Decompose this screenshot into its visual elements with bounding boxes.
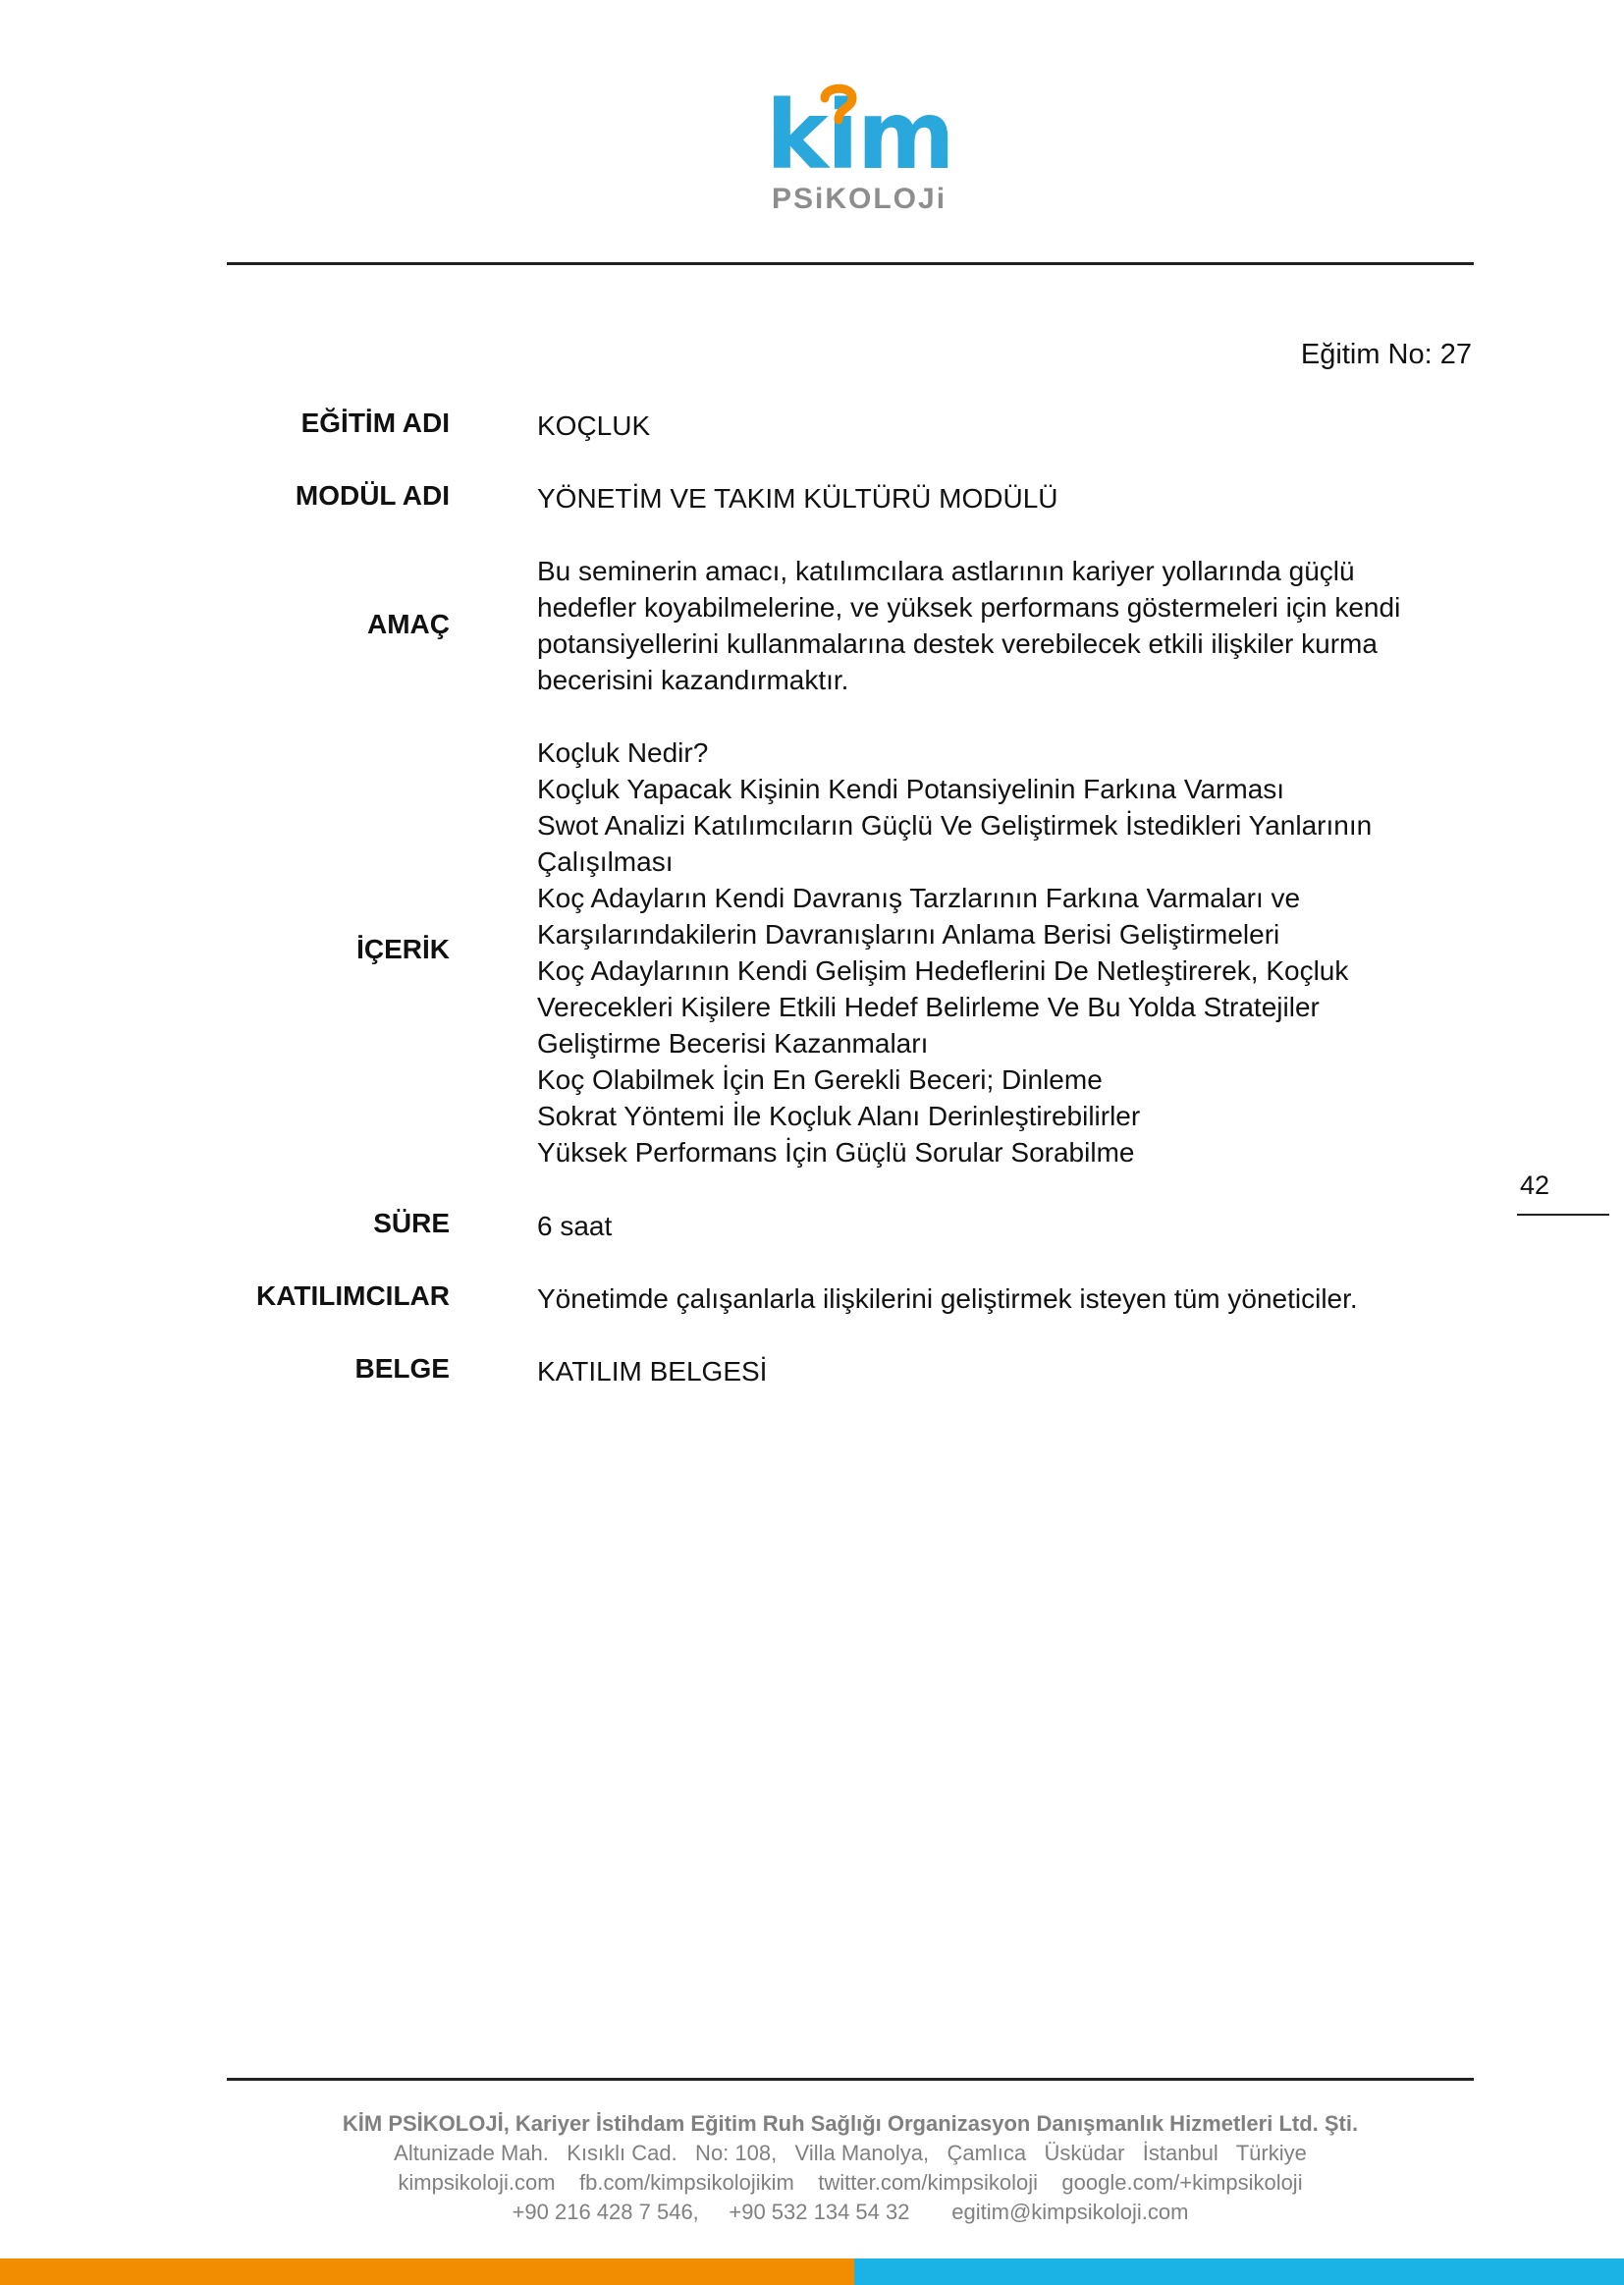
footer: [227, 2109, 1474, 2227]
header-divider: [227, 262, 1474, 265]
content-line: Koç Adayların Kendi Davranış Tarzlarının Farkına Varmaları ve: [537, 883, 1301, 913]
label-icerik: İÇERİK: [356, 934, 450, 964]
footer-links: kimpsikoloji.com fb.com/kimpsikolojikim twitter.com/kimpsikoloji google.com/+kimpsikoloji: [398, 2170, 1303, 2195]
value-katilimcilar: Yönetimde çalışanlarla ilişkilerini geliştirmek isteyen tüm yöneticiler.: [537, 1283, 1358, 1314]
page-number-underline: [1517, 1214, 1609, 1216]
value-modul-adi: YÖNETİM VE TAKIM KÜLTÜRÜ MODÜLÜ: [537, 483, 1058, 514]
footer-company-rest: , Kariyer İstihdam Eğitim Ruh Sağlığı Organizasyon Danışmanlık Hizmetleri Ltd. Şti.: [503, 2111, 1359, 2136]
value-icerik: [537, 734, 1440, 1170]
content-line: Çalışılması: [537, 846, 674, 877]
content-line: Koçluk Yapacak Kişinin Kendi Potansiyelinin Farkına Varması: [537, 774, 1285, 804]
value-egitim-adi: KOÇLUK: [537, 410, 651, 441]
label-katilimcilar: KATILIMCILAR: [256, 1280, 450, 1311]
footer-company: [227, 2109, 1474, 2139]
training-number: Eğitim No: 27: [1300, 339, 1472, 370]
value-belge: KATILIM BELGESİ: [537, 1356, 768, 1387]
content-line: Sokrat Yöntemi İle Koçluk Alanı Derinleştirebilirler: [537, 1101, 1141, 1131]
content-line: Koç Olabilmek İçin En Gerekli Beceri; Dinleme: [537, 1064, 1103, 1095]
value-amac: Bu seminerin amacı, katılımcılara astlarının kariyer yollarında güçlü hedefler koyabilmelerine, ve yüksek performans göstermeleri için kendi potansiyellerini kullanmalarına destek verebilecek etkili ilişkiler kurma becerisini kazandırmaktır.: [537, 556, 1401, 695]
footer-bar-orange: [0, 2258, 854, 2285]
question-mark-icon: [817, 81, 860, 139]
footer-contact: +90 216 428 7 546, +90 532 134 54 32 egitim@kimpsikoloji.com: [512, 2200, 1189, 2224]
label-sure: SÜRE: [373, 1208, 450, 1238]
logo-brand-text: kim: [766, 81, 953, 190]
footer-company-name: KİM PSİKOLOJİ: [342, 2111, 504, 2136]
content-line: Koç Adaylarının Kendi Gelişim Hedeflerini De Netleştirerek, Koçluk: [537, 955, 1349, 986]
footer-address: Altunizade Mah. Kısıklı Cad. No: 108, Villa Manolya, Çamlıca Üsküdar İstanbul Türkiye: [394, 2141, 1307, 2165]
kim-psikoloji-logo: [766, 81, 953, 224]
content-line: Yüksek Performans İçin Güçlü Sorular Sorabilme: [537, 1137, 1135, 1168]
content-line: Koçluk Nedir?: [537, 737, 709, 768]
content-line: Verecekleri Kişilere Etkili Hedef Belirleme Ve Bu Yolda Stratejiler: [537, 992, 1320, 1022]
footer-divider: [227, 2078, 1474, 2081]
logo-subtitle: PSiKOLOJi: [772, 183, 947, 215]
footer-bar-blue: [854, 2258, 1624, 2285]
content-line: Swot Analizi Katılımcıların Güçlü Ve Geliştirmek İstedikleri Yanlarının: [537, 810, 1373, 841]
label-egitim-adi: EĞİTİM ADI: [300, 408, 450, 438]
content-line: Geliştirme Becerisi Kazanmaları: [537, 1028, 929, 1059]
value-sure: 6 saat: [537, 1211, 613, 1241]
content-line: Karşılarındakilerin Davranışlarını Anlama Berisi Geliştirmeleri: [537, 919, 1280, 950]
page-number: 42: [1520, 1170, 1550, 1200]
label-belge: BELGE: [354, 1353, 450, 1384]
label-amac: AMAÇ: [367, 609, 450, 639]
label-modul-adi: MODÜL ADI: [295, 480, 450, 511]
